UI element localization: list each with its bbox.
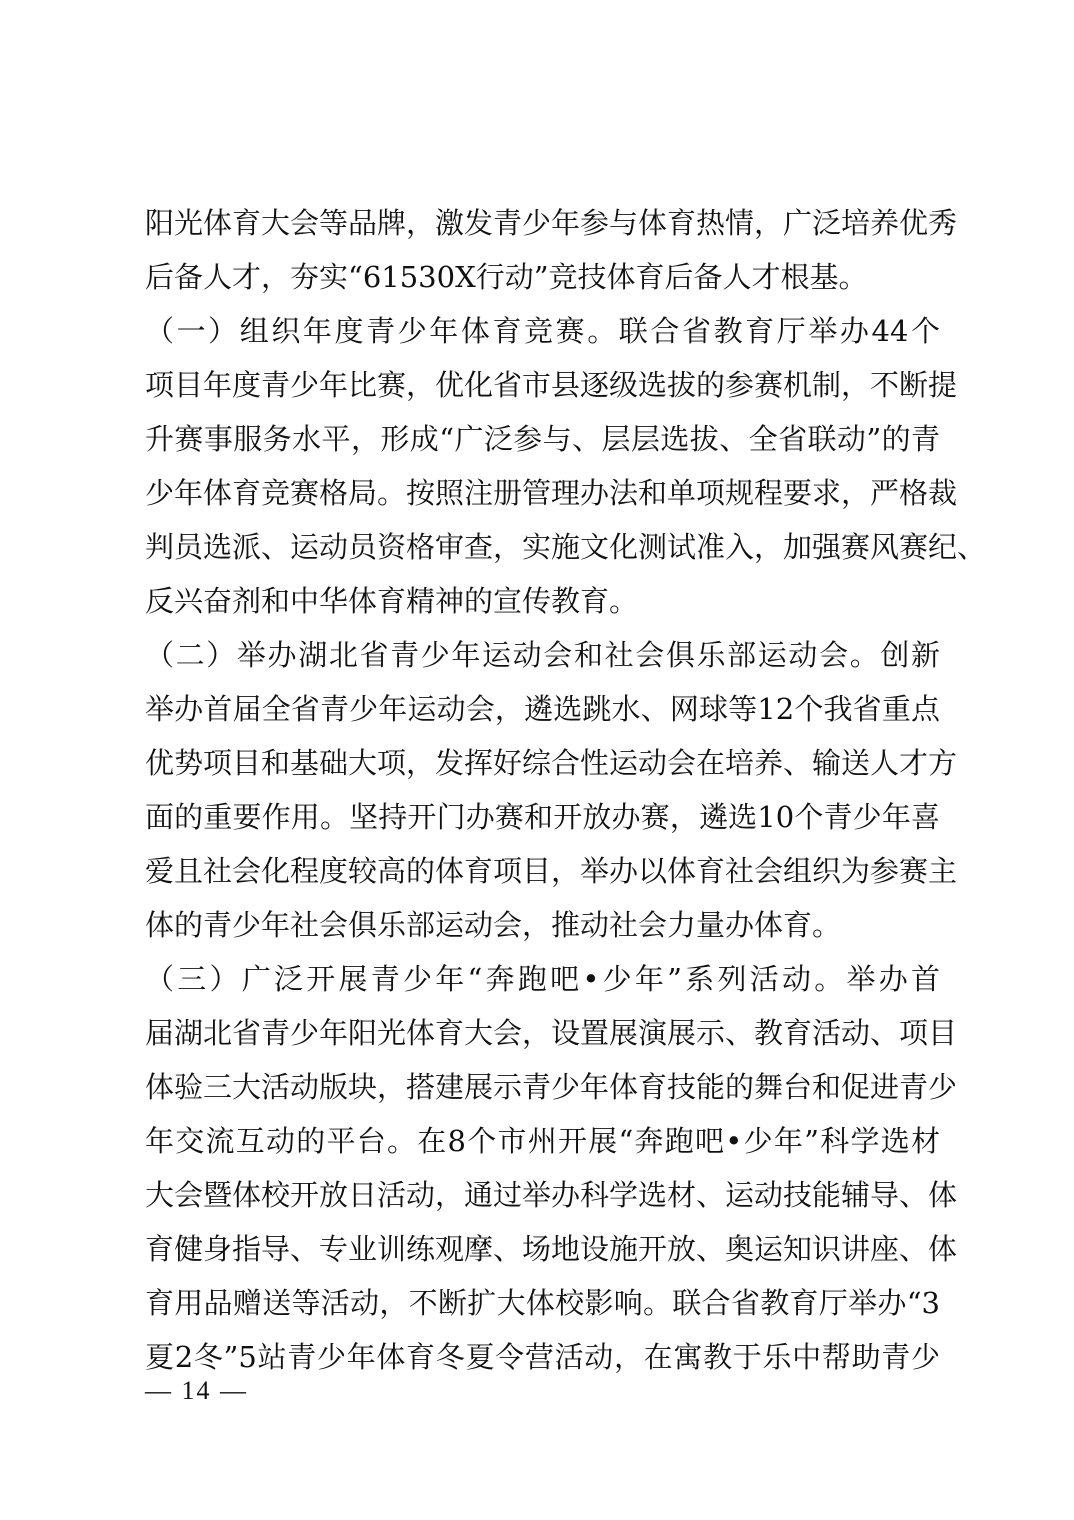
text-line: 届湖北省青少年阳光体育大会，设置展演展示、教育活动、项目	[145, 1016, 958, 1050]
text-line: 举办首届全省青少年运动会，遴选跳水、网球等12个我省重点	[145, 692, 940, 726]
section-heading-line: （二）举办湖北省青少年运动会和社会俱乐部运动会。创新	[145, 638, 940, 672]
text-line: 爱且社会化程度较高的体育项目，举办以体育社会组织为参赛主	[145, 854, 958, 888]
text-line: 育用品赠送等活动，不断扩大体校影响。联合省教育厅举办“3	[145, 1286, 940, 1320]
page-number: — 14 —	[145, 1376, 248, 1405]
text-line: 少年体育竞赛格局。按照注册管理办法和单项规程要求，严格裁	[145, 476, 958, 510]
text-line: 面的重要作用。坚持开门办赛和开放办赛，遴选10个青少年喜	[145, 800, 940, 834]
text-line: 育健身指导、专业训练观摩、场地设施开放、奥运知识讲座、体	[145, 1232, 958, 1266]
text-line: 升赛事服务水平，形成“广泛参与、层层选拔、全省联动”的青	[145, 422, 940, 456]
text-line: 体的青少年社会俱乐部运动会，推动社会力量办体育。	[145, 908, 842, 942]
body-text	[145, 196, 987, 1384]
text-line: 阳光体育大会等品牌，激发青少年参与体育热情，广泛培养优秀	[145, 206, 958, 240]
text-line: 判员选派、运动员资格审查，实施文化测试准入，加强赛风赛纪、	[145, 530, 987, 564]
text-line: 体验三大活动版块，搭建展示青少年体育技能的舞台和促进青少	[145, 1070, 958, 1104]
text-line: 后备人才，夯实“61530X行动”竞技体育后备人才根基。	[145, 260, 868, 294]
text-line: 反兴奋剂和中华体育精神的宣传教育。	[145, 584, 639, 618]
section-heading-line: （一）组织年度青少年体育竞赛。联合省教育厅举办44个	[145, 314, 940, 348]
text-line: 夏2冬”5站青少年体育冬夏令营活动，在寓教于乐中帮助青少	[145, 1340, 940, 1374]
text-line: 大会暨体校开放日活动，通过举办科学选材、运动技能辅导、体	[145, 1178, 958, 1212]
text-line: 年交流互动的平台。在8个市州开展“奔跑吧•少年”科学选材	[145, 1124, 940, 1158]
text-line: 优势项目和基础大项，发挥好综合性运动会在培养、输送人才方	[145, 746, 958, 780]
section-heading-line: （三）广泛开展青少年“奔跑吧•少年”系列活动。举办首	[145, 962, 940, 996]
text-line: 项目年度青少年比赛，优化省市县逐级选拔的参赛机制，不断提	[145, 368, 958, 402]
